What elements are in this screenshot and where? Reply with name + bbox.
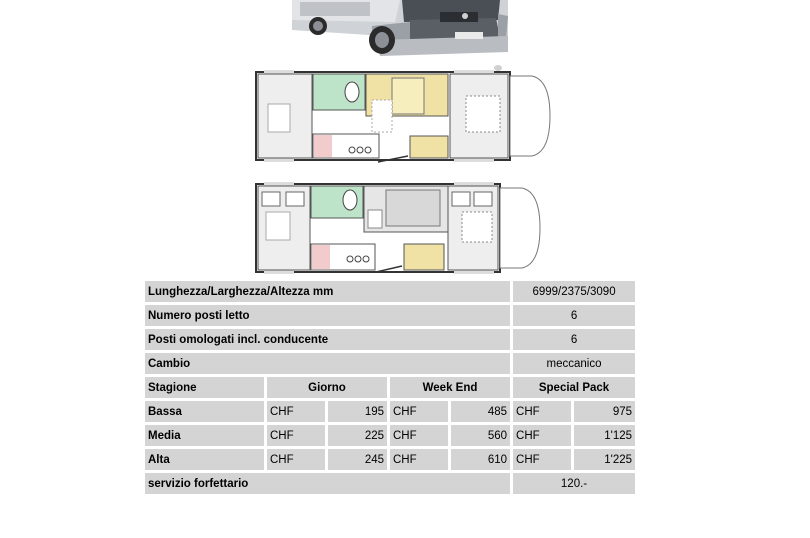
spec-label: Lunghezza/Larghezza/Altezza mm xyxy=(145,281,513,305)
day-price: 225 xyxy=(328,425,390,449)
currency-label: CHF xyxy=(267,449,328,473)
specs-table xyxy=(145,281,635,497)
currency-label: CHF xyxy=(267,425,328,449)
currency-label: CHF xyxy=(267,401,328,425)
floor-plan-night-layout xyxy=(256,182,540,274)
spec-label: Numero posti letto xyxy=(145,305,513,329)
season-header: Stagione xyxy=(145,377,267,401)
special-pack-header: Special Pack xyxy=(513,377,635,401)
spec-value: 6999/2375/3090 xyxy=(513,281,635,305)
season-label: Media xyxy=(145,425,267,449)
spec-label: Posti omologati incl. conducente xyxy=(145,329,513,353)
weekend-header: Week End xyxy=(390,377,513,401)
spec-value: meccanico xyxy=(513,353,635,377)
special-price: 1'225 xyxy=(574,449,635,473)
camper-photo xyxy=(292,0,508,71)
spec-row-gearbox xyxy=(145,353,635,377)
pricing-header-row xyxy=(145,377,635,401)
service-label: servizio forfettario xyxy=(145,473,513,497)
spec-label: Cambio xyxy=(145,353,513,377)
season-label: Bassa xyxy=(145,401,267,425)
spec-row-beds xyxy=(145,305,635,329)
spec-value: 6 xyxy=(513,329,635,353)
spec-row-dimensions xyxy=(145,281,635,305)
weekend-price: 610 xyxy=(451,449,513,473)
special-price: 1'125 xyxy=(574,425,635,449)
spec-row-seats xyxy=(145,329,635,353)
price-row xyxy=(145,401,635,425)
currency-label: CHF xyxy=(390,449,451,473)
currency-label: CHF xyxy=(513,425,574,449)
day-price: 245 xyxy=(328,449,390,473)
currency-label: CHF xyxy=(390,425,451,449)
currency-label: CHF xyxy=(513,401,574,425)
currency-label: CHF xyxy=(513,449,574,473)
service-value: 120.- xyxy=(513,473,635,497)
day-header: Giorno xyxy=(267,377,390,401)
service-row xyxy=(145,473,635,497)
weekend-price: 560 xyxy=(451,425,513,449)
special-price: 975 xyxy=(574,401,635,425)
price-row xyxy=(145,425,635,449)
price-row xyxy=(145,449,635,473)
currency-label: CHF xyxy=(390,401,451,425)
spec-value: 6 xyxy=(513,305,635,329)
day-price: 195 xyxy=(328,401,390,425)
floor-plan-day-layout xyxy=(256,70,550,162)
weekend-price: 485 xyxy=(451,401,513,425)
season-label: Alta xyxy=(145,449,267,473)
